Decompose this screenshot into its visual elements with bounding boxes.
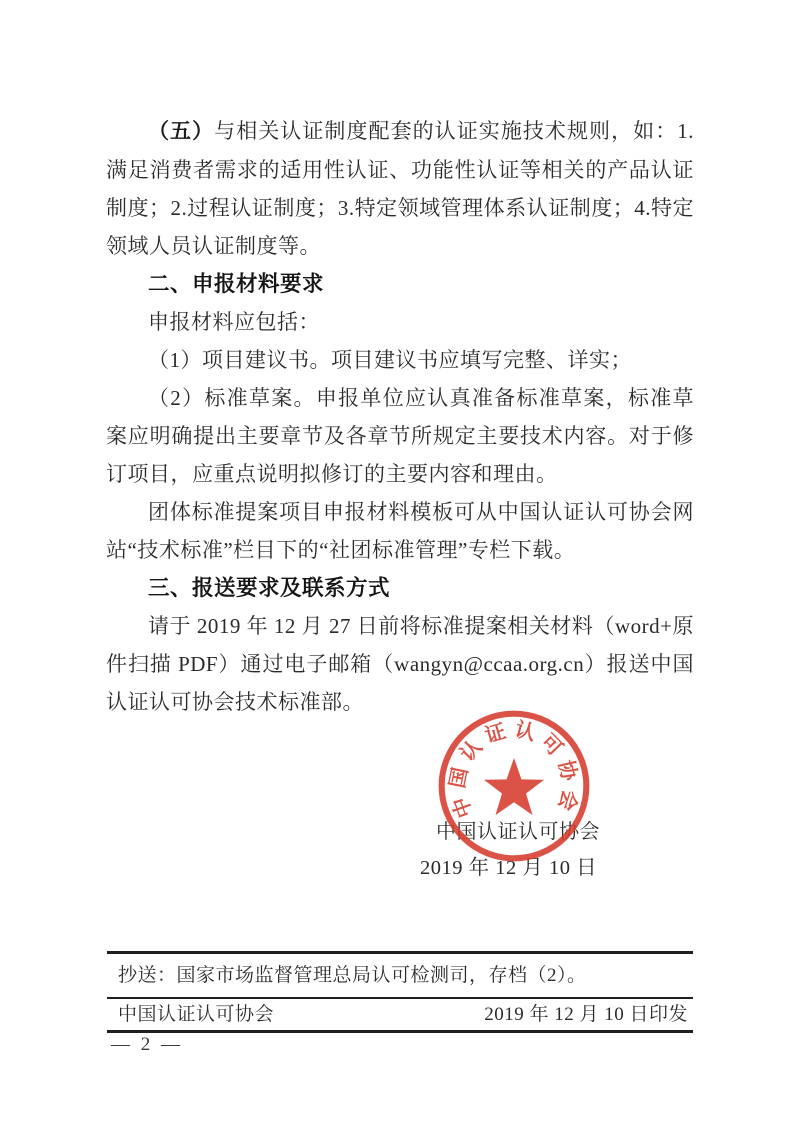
paragraph-item-5 [106,112,694,265]
paragraph-materials-intro: 申报材料应包括： [148,310,320,334]
section-heading-3: 三、报送要求及联系方式 [148,576,391,600]
official-seal-stamp [434,706,594,866]
footer-print-date: 2019 年 12 月 10 日印发 [484,1004,688,1025]
paragraph-5-label: （五） [148,120,215,143]
seal-ring-text: 中国认证认可协会 [446,718,582,821]
paragraph-template-download: 团体标准提案项目申报材料模板可从中国认证认可协会网站“技术标准”栏目下的“社团标准管理”专栏下载。 [106,500,694,562]
page-number: — 2 — [111,1034,183,1055]
footer-issuer: 中国认证认可协会 [118,1004,275,1025]
paragraph-5-text: 与相关认证制度配套的认证实施技术规则，如：1.满足消费者需求的适用性认证、功能性认证等相关的产品认证制度；2.过程认证制度；3.特定领域管理体系认证制度；4.特定领域人员认证制度等。 [106,119,694,258]
footer-issuer-row [118,1003,688,1027]
paragraph-submission: 请于 2019 年 12 月 27 日前将标准提案相关材料（word+原件扫描 PDF）通过电子邮箱（wangyn@ccaa.org.cn）报送中国认证认可协会技术标准部。 [106,614,694,714]
footer-top-rule [107,951,693,954]
signature-organization: 中国认证认可协会 [436,821,600,843]
footer-cc-line: 抄送：国家市场监督管理总局认可检测司，存档（2）。 [118,965,587,986]
seal-star-icon [484,758,544,815]
footer-middle-rule [107,997,693,999]
footer-bottom-rule [107,1030,693,1033]
paragraph-item-2: （2）标准草案。申报单位应认真准备标准草案，标准草案应明确提出主要章节及各章节所规定主要技术内容。对于修订项目，应重点说明拟修订的主要内容和理由。 [106,386,694,486]
signature-date: 2019 年 12 月 10 日 [420,857,598,879]
paragraph-item-1: （1）项目建议书。项目建议书应填写完整、详实； [148,348,632,372]
section-heading-2: 二、申报材料要求 [148,272,325,296]
document-body [106,112,694,721]
